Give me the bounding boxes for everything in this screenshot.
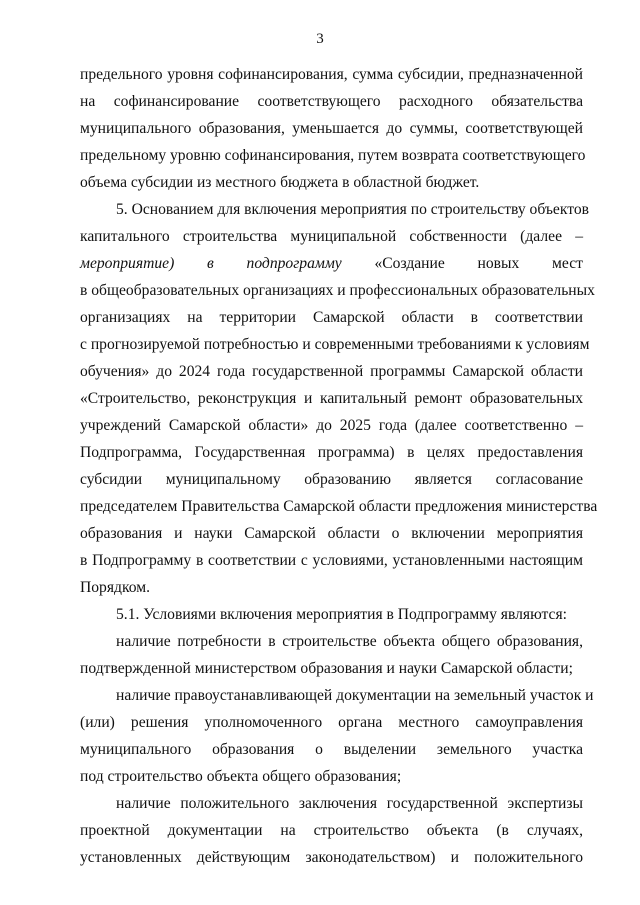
text-line: с прогнозируемой потребностью и современными требованиями к условиям: [80, 336, 590, 353]
text-line: капитального строительства муниципальной собственности (далее –: [80, 228, 583, 245]
text-line: объема субсидии из местного бюджета в областной бюджет.: [80, 174, 480, 191]
text-line: мероприятие) в подпрограмму «Создание новых мест: [80, 255, 583, 272]
text-line: проектной документации на строительство объекта (в случаях,: [80, 822, 583, 839]
text-line: субсидии муниципальному образованию является согласование: [80, 471, 583, 488]
text-line: наличие правоустанавливающей документации на земельный участок и: [116, 687, 594, 704]
text-line: Подпрограмма, Государственная программа) в целях предоставления: [80, 444, 583, 461]
text-line: на софинансирование соответствующего расходного обязательства: [80, 93, 583, 110]
text-line: в общеобразовательных организациях и профессиональных образовательных: [80, 282, 595, 299]
text-line: наличие положительного заключения государственной экспертизы: [116, 795, 583, 812]
text-line: обучения» до 2024 года государственной программы Самарской области: [80, 363, 583, 380]
text-line: предельному уровню софинансирования, путем возврата соответствующего: [80, 147, 586, 164]
page-number: 3: [316, 31, 324, 47]
document-body: [80, 61, 598, 871]
text-line: под строительство объекта общего образования;: [80, 768, 402, 785]
text-line: 5. Основанием для включения мероприятия по строительству объектов: [116, 201, 589, 218]
text-line: председателем Правительства Самарской области предложения министерства: [80, 498, 598, 515]
text-line: образования и науки Самарской области о включении мероприятия: [80, 525, 583, 542]
text-line: организациях на территории Самарской области в соответствии: [80, 309, 583, 326]
text-line: учреждений Самарской области» до 2025 года (далее соответственно –: [80, 417, 583, 434]
text-line: 5.1. Условиями включения мероприятия в Подпрограмму являются:: [116, 606, 567, 623]
text-line: Порядком.: [80, 579, 151, 596]
text-line: муниципального образования о выделении земельного участка: [80, 741, 583, 758]
text-line: установленных действующим законодательством) и положительного: [80, 849, 583, 866]
text-line: в Подпрограмму в соответствии с условиями, установленными настоящим: [80, 552, 583, 569]
text-line: «Строительство, реконструкция и капитальный ремонт образовательных: [80, 390, 583, 407]
text-line: наличие потребности в строительстве объекта общего образования,: [116, 633, 583, 650]
text-line: (или) решения уполномоченного органа местного самоуправления: [80, 714, 583, 731]
text-line: муниципального образования, уменьшается до суммы, соответствующей: [80, 120, 583, 137]
text-line: предельного уровня софинансирования, сумма субсидии, предназначенной: [80, 66, 583, 83]
text-line: подтвержденной министерством образования и науки Самарской области;: [80, 660, 573, 677]
